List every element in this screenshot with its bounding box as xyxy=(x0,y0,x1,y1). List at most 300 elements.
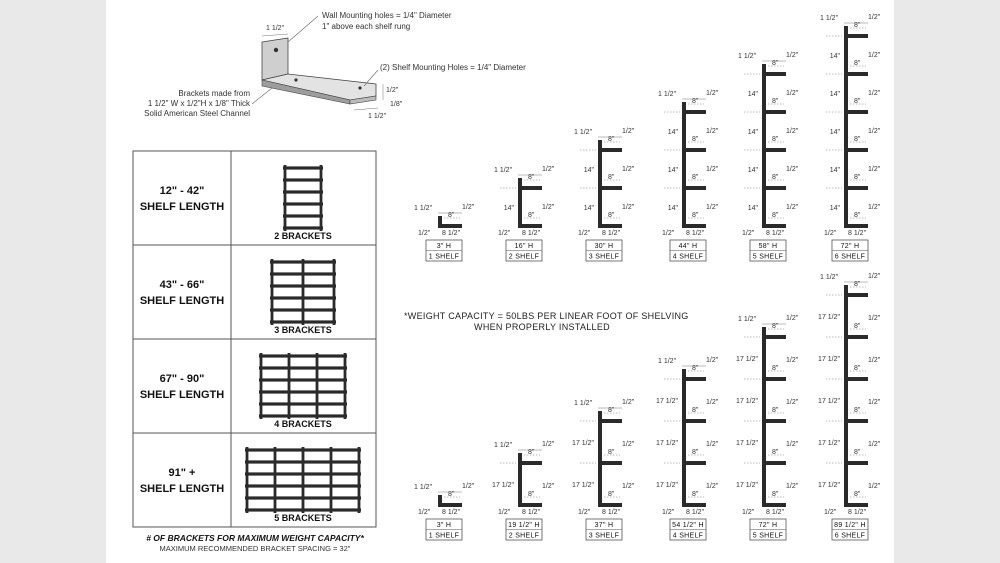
material-note-2: 1 1/2" W x 1/2"H x 1/8" Thick xyxy=(147,99,250,108)
spacing-label: 17 1/2" xyxy=(656,398,678,405)
bracket-dim-side: 1/2" xyxy=(386,87,399,94)
wall-upright xyxy=(762,327,766,507)
rung-length-label: 8" xyxy=(692,212,699,219)
unit-height-label: 44" H xyxy=(678,243,698,250)
rung-thickness-label: 1/2" xyxy=(868,204,881,211)
depth-label: 8 1/2" xyxy=(602,509,621,516)
rung-thickness-label: 1/2" xyxy=(868,128,881,135)
spacing-label: 17 1/2" xyxy=(818,398,840,405)
rung-length-label: 8" xyxy=(772,449,779,456)
shelf-rung xyxy=(762,377,786,381)
rung-length-label: 8" xyxy=(854,22,861,29)
shelf-board xyxy=(283,166,323,169)
shelf-board xyxy=(259,390,347,393)
spacing-label: 14" xyxy=(829,129,840,136)
shelf-rung xyxy=(762,503,786,507)
top-width-label: 1 1/2" xyxy=(820,15,839,22)
bracket-upright xyxy=(260,353,263,419)
spacing-label: 14" xyxy=(829,205,840,212)
base-thickness-label: 1/2" xyxy=(742,509,755,516)
rung-thickness-label: 1/2" xyxy=(786,128,799,135)
rung-thickness-label: 1/2" xyxy=(786,441,799,448)
table-brackets-1: 2 BRACKETS xyxy=(274,231,332,241)
top-width-label: 1 1/2" xyxy=(414,205,433,212)
shelf-rung xyxy=(762,186,786,190)
shelf-unit-icon xyxy=(259,353,347,419)
unit-height-label: 72" H xyxy=(758,522,778,529)
rung-thickness-label: 1/2" xyxy=(622,166,635,173)
rung-thickness-label: 1/2" xyxy=(622,441,635,448)
bracket-dim-top: 1 1/2" xyxy=(266,25,285,32)
unit-shelf-count-label: 5 SHELF xyxy=(752,253,784,261)
rung-thickness-label: 1/2" xyxy=(786,90,799,97)
shelf-board xyxy=(259,378,347,381)
table-range-label-1: SHELF LENGTH xyxy=(139,201,225,213)
spacing-label: 14" xyxy=(829,91,840,98)
base-thickness-label: 1/2" xyxy=(824,230,837,237)
table-range-label-2: SHELF LENGTH xyxy=(139,295,225,307)
rung-thickness-label: 1/2" xyxy=(542,441,555,448)
base-thickness-label: 1/2" xyxy=(498,230,511,237)
shelf-rung xyxy=(438,224,462,228)
spacing-label: 14" xyxy=(829,167,840,174)
rung-length-label: 8" xyxy=(608,491,615,498)
shelf-rung xyxy=(844,503,868,507)
bracket-upright xyxy=(246,447,249,513)
rung-length-label: 8" xyxy=(608,136,615,143)
rung-thickness-label: 1/2" xyxy=(786,204,799,211)
wall-holes-note-2: 1" above each shelf rung xyxy=(322,22,411,31)
unit-shelf-count-label: 5 SHELF xyxy=(752,532,784,540)
rung-thickness-label: 1/2" xyxy=(462,483,475,490)
top-width-label: 1 1/2" xyxy=(658,358,677,365)
rung-thickness-label: 1/2" xyxy=(542,204,555,211)
base-thickness-label: 1/2" xyxy=(824,509,837,516)
bracket-upright xyxy=(358,447,361,513)
rung-length-label: 8" xyxy=(854,60,861,67)
rung-length-label: 8" xyxy=(772,407,779,414)
shelf-rung xyxy=(762,110,786,114)
shelf-rung xyxy=(598,461,622,465)
rung-length-label: 8" xyxy=(854,449,861,456)
base-thickness-label: 1/2" xyxy=(578,509,591,516)
shelf-rung xyxy=(762,148,786,152)
unit-height-label: 16" H xyxy=(514,243,534,250)
top-width-label: 1 1/2" xyxy=(494,167,513,174)
shelf-rung xyxy=(598,148,622,152)
shelf-rung xyxy=(682,110,706,114)
shelf-rung xyxy=(518,461,542,465)
rung-thickness-label: 1/2" xyxy=(868,441,881,448)
rung-length-label: 8" xyxy=(772,365,779,372)
shelf-configurations xyxy=(414,14,881,540)
shelf-rung xyxy=(518,503,542,507)
spacing-label: 14" xyxy=(747,167,758,174)
unit-height-label: 3" H xyxy=(436,522,452,529)
shelf-rung xyxy=(598,224,622,228)
shelf-rung xyxy=(762,461,786,465)
rung-thickness-label: 1/2" xyxy=(868,315,881,322)
shelf-config-unit xyxy=(492,441,555,540)
top-width-label: 1 1/2" xyxy=(658,91,677,98)
table-range-label-4: SHELF LENGTH xyxy=(139,483,225,495)
top-width-label: 1 1/2" xyxy=(574,129,593,136)
depth-label: 8 1/2" xyxy=(848,509,867,516)
unit-shelf-count-label: 1 SHELF xyxy=(428,253,460,261)
rung-thickness-label: 1/2" xyxy=(868,483,881,490)
unit-shelf-count-label: 1 SHELF xyxy=(428,532,460,540)
table-footer-sub: MAXIMUM RECOMMENDED BRACKET SPACING = 32" xyxy=(159,544,351,553)
shelf-board xyxy=(283,202,323,205)
wall-hole-icon xyxy=(274,48,278,52)
material-note-1: Brackets made from xyxy=(178,89,250,98)
shelf-board xyxy=(259,414,347,417)
wall-upright xyxy=(844,285,848,507)
shelf-config-unit xyxy=(574,128,635,261)
unit-height-label: 3" H xyxy=(436,243,452,250)
shelf-holes-note: (2) Shelf Mounting Holes = 1/4" Diameter xyxy=(380,63,526,72)
shelf-rung xyxy=(762,335,786,339)
table-brackets-4: 5 BRACKETS xyxy=(274,513,332,523)
rung-thickness-label: 1/2" xyxy=(622,399,635,406)
base-thickness-label: 1/2" xyxy=(578,230,591,237)
bracket-upright xyxy=(320,165,323,231)
spacing-label: 14" xyxy=(667,205,678,212)
bracket-dim-bottom: 1 1/2" xyxy=(368,113,387,120)
depth-label: 8 1/2" xyxy=(442,509,461,516)
rung-length-label: 8" xyxy=(608,174,615,181)
rung-thickness-label: 1/2" xyxy=(868,357,881,364)
rung-length-label: 8" xyxy=(448,212,455,219)
shelf-rung xyxy=(844,110,868,114)
rung-length-label: 8" xyxy=(854,136,861,143)
shelf-rung xyxy=(682,148,706,152)
base-thickness-label: 1/2" xyxy=(662,509,675,516)
rung-length-label: 8" xyxy=(608,212,615,219)
shelf-hole-icon xyxy=(294,78,297,81)
shelf-rung xyxy=(844,335,868,339)
rung-thickness-label: 1/2" xyxy=(622,204,635,211)
weight-capacity-note-2: WHEN PROPERLY INSTALLED xyxy=(474,322,610,332)
spacing-label: 14" xyxy=(747,205,758,212)
unit-height-label: 54 1/2" H xyxy=(672,522,704,529)
wall-upright xyxy=(682,369,686,507)
shelf-rung xyxy=(844,461,868,465)
spacing-label: 17 1/2" xyxy=(818,356,840,363)
rung-length-label: 8" xyxy=(854,323,861,330)
shelf-board xyxy=(283,178,323,181)
bracket-wall-plate xyxy=(262,38,288,80)
top-width-label: 1 1/2" xyxy=(574,400,593,407)
unit-shelf-count-label: 2 SHELF xyxy=(508,532,540,540)
wall-upright xyxy=(598,411,602,507)
rung-thickness-label: 1/2" xyxy=(706,399,719,406)
shelf-rung xyxy=(844,419,868,423)
bracket-upright xyxy=(302,447,305,513)
wall-holes-note: Wall Mounting holes = 1/4" Diameter xyxy=(322,11,452,20)
spacing-label: 14" xyxy=(583,167,594,174)
shelf-rung xyxy=(844,377,868,381)
rung-thickness-label: 1/2" xyxy=(786,483,799,490)
bracket-upright xyxy=(274,447,277,513)
rung-length-label: 8" xyxy=(692,174,699,181)
wall-upright xyxy=(598,140,602,228)
bracket-upright xyxy=(330,447,333,513)
rung-thickness-label: 1/2" xyxy=(622,483,635,490)
spacing-label: 17 1/2" xyxy=(818,482,840,489)
spacing-label: 14" xyxy=(667,129,678,136)
spacing-label: 17 1/2" xyxy=(818,314,840,321)
depth-label: 8 1/2" xyxy=(522,509,541,516)
top-width-label: 1 1/2" xyxy=(820,274,839,281)
rung-length-label: 8" xyxy=(854,407,861,414)
depth-label: 8 1/2" xyxy=(686,509,705,516)
rung-thickness-label: 1/2" xyxy=(786,52,799,59)
wall-upright xyxy=(844,26,848,228)
shelf-config-unit xyxy=(572,399,635,540)
spacing-label: 17 1/2" xyxy=(492,482,514,489)
spacing-label: 14" xyxy=(829,53,840,60)
depth-label: 8 1/2" xyxy=(766,509,785,516)
table-range-label-3: SHELF LENGTH xyxy=(139,389,225,401)
weight-capacity-note: *WEIGHT CAPACITY = 50LBS PER LINEAR FOOT OF SHELVING xyxy=(404,311,689,321)
unit-height-label: 30" H xyxy=(594,243,614,250)
rung-length-label: 8" xyxy=(854,212,861,219)
bracket-upright xyxy=(288,353,291,419)
shelf-config-unit xyxy=(818,273,881,540)
shelf-unit-icon xyxy=(283,165,323,231)
rung-length-label: 8" xyxy=(772,174,779,181)
shelf-rung xyxy=(682,186,706,190)
material-note-3: Solid American Steel Channel xyxy=(144,109,250,118)
rung-thickness-label: 1/2" xyxy=(706,483,719,490)
rung-length-label: 8" xyxy=(528,212,535,219)
rung-length-label: 8" xyxy=(692,136,699,143)
shelf-rung xyxy=(762,419,786,423)
rung-thickness-label: 1/2" xyxy=(706,128,719,135)
spacing-label: 14" xyxy=(583,205,594,212)
spacing-label: 17 1/2" xyxy=(818,440,840,447)
base-thickness-label: 1/2" xyxy=(498,509,511,516)
unit-shelf-count-label: 6 SHELF xyxy=(834,532,866,540)
table-range-4: 91" + xyxy=(168,467,196,479)
rung-thickness-label: 1/2" xyxy=(462,204,475,211)
depth-label: 8 1/2" xyxy=(766,230,785,237)
rung-thickness-label: 1/2" xyxy=(786,399,799,406)
rung-thickness-label: 1/2" xyxy=(868,90,881,97)
spacing-label: 14" xyxy=(747,129,758,136)
unit-shelf-count-label: 2 SHELF xyxy=(508,253,540,261)
shelf-rung xyxy=(762,72,786,76)
rung-thickness-label: 1/2" xyxy=(786,357,799,364)
rung-length-label: 8" xyxy=(854,281,861,288)
depth-label: 8 1/2" xyxy=(686,230,705,237)
rung-thickness-label: 1/2" xyxy=(868,273,881,280)
rung-length-label: 8" xyxy=(772,98,779,105)
shelf-rung xyxy=(844,34,868,38)
wall-upright xyxy=(682,102,686,228)
rung-thickness-label: 1/2" xyxy=(868,52,881,59)
spacing-label: 17 1/2" xyxy=(572,482,594,489)
shelf-board xyxy=(283,190,323,193)
depth-label: 8 1/2" xyxy=(602,230,621,237)
spacing-label: 17 1/2" xyxy=(572,440,594,447)
shelf-board xyxy=(259,366,347,369)
rung-length-label: 8" xyxy=(854,98,861,105)
shelf-rung xyxy=(844,224,868,228)
table-brackets-2: 3 BRACKETS xyxy=(274,325,332,335)
rung-length-label: 8" xyxy=(608,449,615,456)
wall-upright xyxy=(762,64,766,228)
unit-height-label: 58" H xyxy=(758,243,778,250)
rung-thickness-label: 1/2" xyxy=(786,166,799,173)
base-thickness-label: 1/2" xyxy=(742,230,755,237)
depth-label: 8 1/2" xyxy=(522,230,541,237)
shelf-rung xyxy=(438,503,462,507)
rung-length-label: 8" xyxy=(854,491,861,498)
table-range-2: 43" - 66" xyxy=(159,279,205,291)
spacing-label: 14" xyxy=(747,91,758,98)
shelf-rung xyxy=(844,72,868,76)
rung-length-label: 8" xyxy=(692,98,699,105)
shelf-board xyxy=(259,354,347,357)
unit-shelf-count-label: 3 SHELF xyxy=(588,532,620,540)
rung-length-label: 8" xyxy=(528,449,535,456)
shelf-rung xyxy=(682,224,706,228)
rung-thickness-label: 1/2" xyxy=(706,441,719,448)
unit-shelf-count-label: 6 SHELF xyxy=(834,253,866,261)
shelf-config-unit xyxy=(820,14,881,261)
rung-length-label: 8" xyxy=(854,174,861,181)
spacing-label: 14" xyxy=(667,167,678,174)
shelf-unit-icon xyxy=(270,259,336,325)
shelf-rung xyxy=(844,293,868,297)
unit-shelf-count-label: 3 SHELF xyxy=(588,253,620,261)
shelf-rung xyxy=(682,461,706,465)
shelf-rung xyxy=(518,224,542,228)
shelf-rung xyxy=(518,186,542,190)
rung-length-label: 8" xyxy=(772,136,779,143)
rung-length-label: 8" xyxy=(608,407,615,414)
spacing-label: 17 1/2" xyxy=(736,440,758,447)
rung-length-label: 8" xyxy=(448,491,455,498)
shelf-config-unit xyxy=(736,315,799,540)
top-width-label: 1 1/2" xyxy=(494,442,513,449)
shelf-config-unit xyxy=(658,90,719,261)
rung-thickness-label: 1/2" xyxy=(868,14,881,21)
shelf-rung xyxy=(682,377,706,381)
table-brackets-3: 4 BRACKETS xyxy=(274,419,332,429)
shelf-config-unit xyxy=(414,204,475,261)
bracket-upright xyxy=(284,165,287,231)
top-width-label: 1 1/2" xyxy=(738,53,757,60)
spacing-label: 14" xyxy=(503,205,514,212)
rung-length-label: 8" xyxy=(692,365,699,372)
rung-length-label: 8" xyxy=(692,491,699,498)
shelf-board xyxy=(259,402,347,405)
rung-length-label: 8" xyxy=(772,60,779,67)
rung-thickness-label: 1/2" xyxy=(706,357,719,364)
rung-length-label: 8" xyxy=(772,323,779,330)
spacing-label: 17 1/2" xyxy=(736,356,758,363)
unit-shelf-count-label: 4 SHELF xyxy=(672,253,704,261)
table-range-3: 67" - 90" xyxy=(159,373,205,385)
top-width-label: 1 1/2" xyxy=(738,316,757,323)
depth-label: 8 1/2" xyxy=(848,230,867,237)
rung-length-label: 8" xyxy=(692,407,699,414)
unit-height-label: 89 1/2" H xyxy=(834,522,866,529)
spacing-label: 17 1/2" xyxy=(656,482,678,489)
wall-upright xyxy=(518,178,522,228)
shelf-config-unit xyxy=(656,357,719,540)
table-footer-title: # OF BRACKETS FOR MAXIMUM WEIGHT CAPACITY* xyxy=(146,533,364,543)
rung-thickness-label: 1/2" xyxy=(542,166,555,173)
shelf-rung xyxy=(598,503,622,507)
table-range-1: 12" - 42" xyxy=(159,185,205,197)
bracket-upright xyxy=(333,259,336,325)
rung-thickness-label: 1/2" xyxy=(786,315,799,322)
spacing-label: 17 1/2" xyxy=(656,440,678,447)
rung-thickness-label: 1/2" xyxy=(868,166,881,173)
shelf-unit-icon xyxy=(245,447,361,513)
bracket-dim-thick: 1/8" xyxy=(390,101,403,108)
rung-thickness-label: 1/2" xyxy=(706,204,719,211)
unit-shelf-count-label: 4 SHELF xyxy=(672,532,704,540)
top-width-label: 1 1/2" xyxy=(414,484,433,491)
shelf-rung xyxy=(844,186,868,190)
unit-height-label: 37" H xyxy=(594,522,614,529)
shelf-hole-icon xyxy=(358,86,361,89)
shelf-rung xyxy=(844,148,868,152)
shelf-rung xyxy=(762,224,786,228)
unit-height-label: 19 1/2" H xyxy=(508,522,540,529)
shelf-config-unit xyxy=(414,483,475,540)
spacing-label: 17 1/2" xyxy=(736,398,758,405)
bracket-upright xyxy=(271,259,274,325)
bracket-count-table xyxy=(133,151,376,527)
spacing-label: 17 1/2" xyxy=(736,482,758,489)
base-thickness-label: 1/2" xyxy=(418,509,431,516)
shelf-rung xyxy=(598,186,622,190)
shelf-rung xyxy=(682,503,706,507)
shelf-config-unit xyxy=(494,166,555,261)
bracket-upright xyxy=(302,259,305,325)
rung-thickness-label: 1/2" xyxy=(542,483,555,490)
shelf-board xyxy=(283,214,323,217)
bracket-upright xyxy=(316,353,319,419)
rung-length-label: 8" xyxy=(772,491,779,498)
rung-thickness-label: 1/2" xyxy=(706,166,719,173)
base-thickness-label: 1/2" xyxy=(418,230,431,237)
shelf-rung xyxy=(598,419,622,423)
rung-thickness-label: 1/2" xyxy=(622,128,635,135)
shelf-board xyxy=(283,226,323,229)
base-thickness-label: 1/2" xyxy=(662,230,675,237)
rung-thickness-label: 1/2" xyxy=(868,399,881,406)
rung-length-label: 8" xyxy=(854,365,861,372)
bracket-illustration xyxy=(144,11,526,120)
rung-length-label: 8" xyxy=(692,449,699,456)
rung-length-label: 8" xyxy=(528,174,535,181)
unit-height-label: 72" H xyxy=(840,243,860,250)
shelf-config-unit xyxy=(738,52,799,261)
depth-label: 8 1/2" xyxy=(442,230,461,237)
rung-length-label: 8" xyxy=(772,212,779,219)
rung-thickness-label: 1/2" xyxy=(706,90,719,97)
bracket-upright xyxy=(344,353,347,419)
rung-length-label: 8" xyxy=(528,491,535,498)
shelf-rung xyxy=(682,419,706,423)
